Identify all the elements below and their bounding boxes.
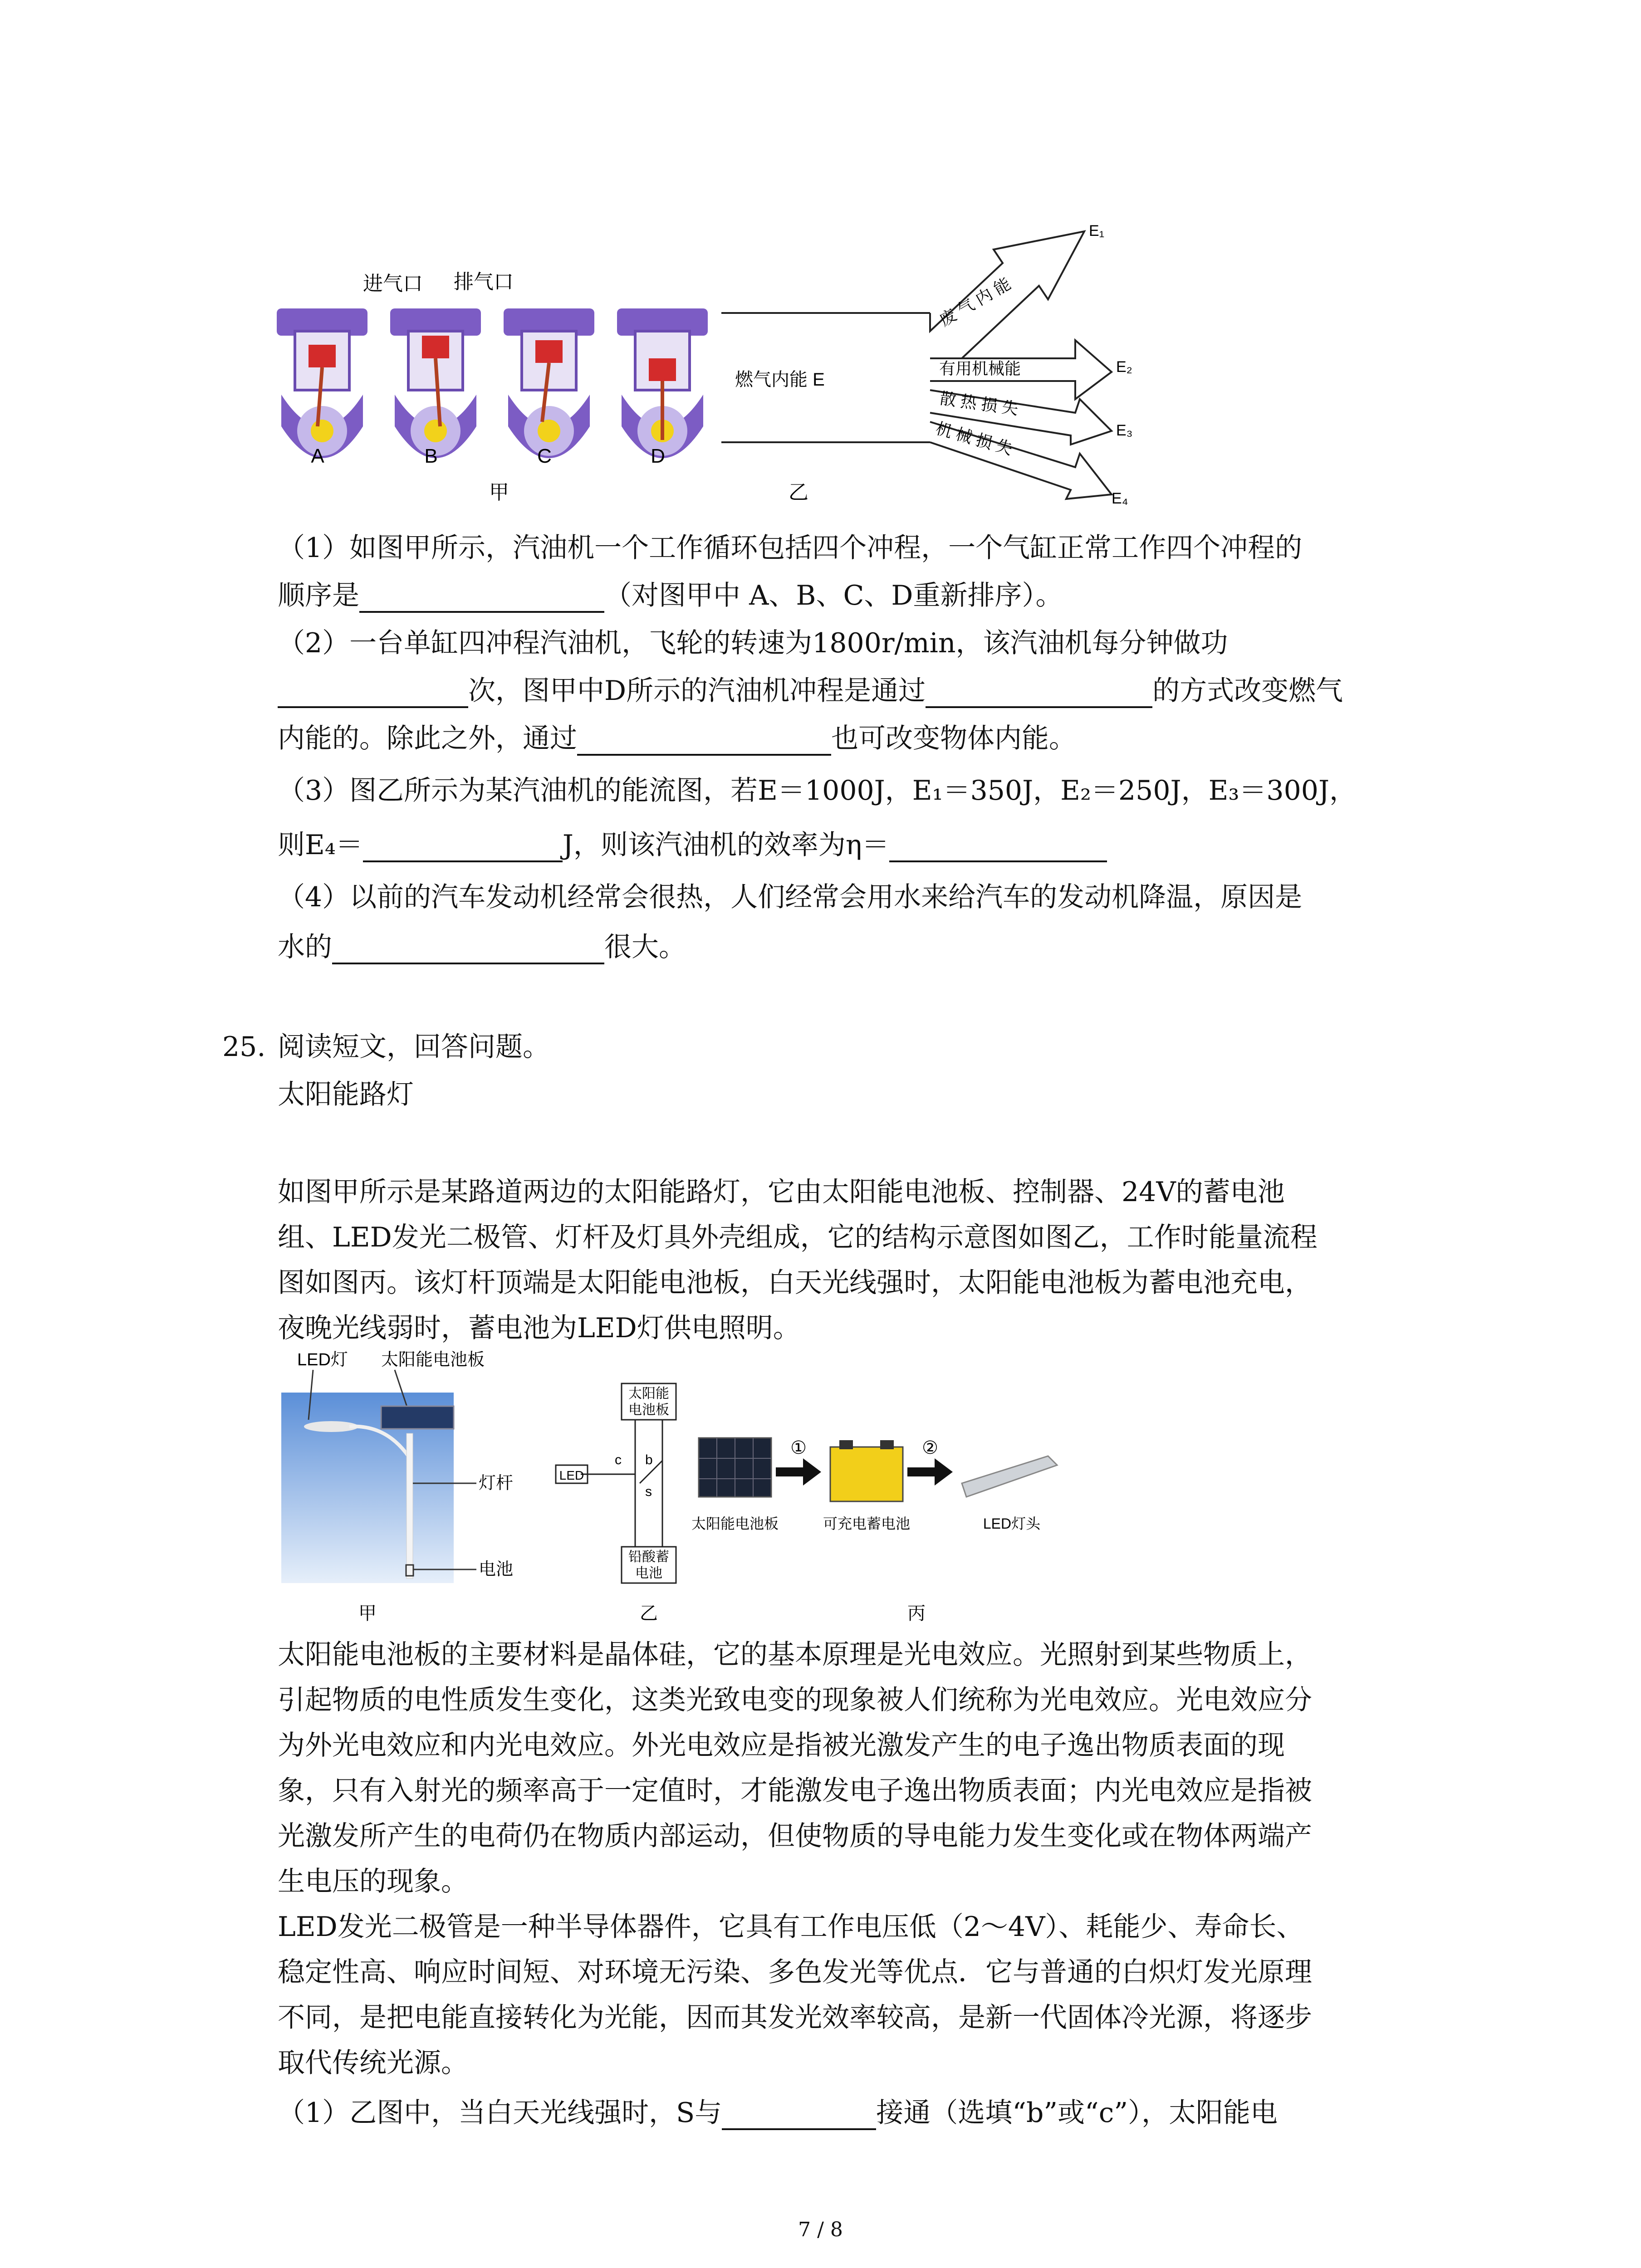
page-number: 7 / 8 [798, 2218, 843, 2241]
fuel-energy-label: 燃气内能 E [735, 370, 825, 390]
svg-text:电池: 电池 [635, 1566, 662, 1581]
q25-intro: 阅读短文，回答问题。 [278, 1031, 550, 1063]
q25-para1-line3: 图如图丙。该灯杆顶端是太阳能电池板，白天光线强时，太阳能电池板为蓄电池充电， [278, 1267, 1312, 1299]
solar-light-figure [277, 1347, 1139, 1628]
svg-text:电池板: 电池板 [628, 1403, 669, 1418]
mech-loss-label: 机 械 损 失 [933, 419, 1015, 459]
q24-p3-line1: （3）图乙所示为某汽油机的能流图，若E＝1000J，E₁＝350J，E₂＝250J，E₃＝300J， [278, 775, 1357, 807]
e3-label: E₃ [1116, 422, 1133, 439]
engine-b [390, 308, 481, 458]
q25-para1-line2: 组、LED发光二极管、灯杆及灯具外壳组成，它的结构示意图如图乙，工作时能量流程 [278, 1222, 1318, 1253]
engine-a [277, 308, 367, 458]
engine-c [504, 308, 594, 458]
engine-label-d: D [651, 445, 665, 467]
q25-para2-line3: 为外光电效应和内光电效应。外光电效应是指被光激发产生的电子逸出物质表面的现 [278, 1730, 1285, 1761]
solar-panel-label: 太阳能电池板 [381, 1350, 485, 1369]
q25-title: 太阳能路灯 [278, 1079, 414, 1110]
answer-blank-1[interactable] [359, 582, 604, 613]
led-lamp-label: LED灯 [297, 1350, 348, 1369]
engine-label-b: B [424, 445, 438, 467]
caption-jia-1: 甲 [489, 481, 509, 503]
e1-label: E₁ [1089, 222, 1105, 240]
flow-battery-label: 可充电蓄电池 [823, 1515, 911, 1532]
q24-p4-line2: 水的 很大。 [278, 925, 686, 964]
engine-label-c: C [537, 445, 552, 467]
caption-yi-1: 乙 [789, 481, 808, 503]
answer-blank-3[interactable] [926, 678, 1152, 708]
step2-label: ② [922, 1438, 938, 1458]
heat-loss-label: 散 热 损 失 [938, 389, 1019, 419]
q24-p1-line1: （1）如图甲所示，汽油机一个工作循环包括四个冲程，一个气缸正常工作四个冲程的 [278, 532, 1303, 564]
switch-c: c [615, 1452, 622, 1467]
circuit-led-label: LED [559, 1468, 584, 1482]
q24-p4-line1: （4）以前的汽车发动机经常会很热，人们经常会用水来给汽车的发动机降温，原因是 [278, 881, 1303, 913]
answer-blank-8[interactable] [722, 2100, 876, 2130]
intake-label: 进气口 [363, 273, 423, 295]
q24-p1-line2: 顺序是 （对图甲中 A、B、C、D重新排序）。 [278, 574, 1063, 613]
e4-label: E₄ [1112, 490, 1128, 507]
useful-work-label: 有用机械能 [939, 359, 1021, 378]
answer-blank-7[interactable] [332, 934, 604, 964]
answer-blank-6[interactable] [889, 832, 1107, 862]
circuit-solar-label: 太阳能 [628, 1386, 669, 1401]
q25-para2-line1: 太阳能电池板的主要材料是晶体硅，它的基本原理是光电效应。光照射到某些物质上， [278, 1639, 1312, 1671]
switch-b: b [645, 1452, 653, 1467]
q24-p2-line1: （2）一台单缸四冲程汽油机，飞轮的转速为1800r/min，该汽油机每分钟做功 [278, 627, 1228, 659]
engine-energy-figure [268, 209, 1175, 526]
waste-heat-label: 废 气 内 能 [936, 274, 1014, 330]
q25-para3-line4: 取代传统光源。 [278, 2047, 468, 2079]
caption-jia-2: 甲 [358, 1603, 377, 1623]
circuit-battery-label: 铅酸蓄 [628, 1549, 669, 1564]
switch-s: s [645, 1484, 652, 1499]
q25-para3-line3: 不同，是把电能直接转化为光能，因而其发光效率较高，是新一代固体冷光源，将逐步 [278, 2002, 1312, 2033]
battery-label: 电池 [479, 1560, 514, 1579]
engine-d [617, 308, 708, 458]
q24-p2-line2: 次，图甲中D所示的汽油机冲程是通过 的方式改变燃气 [278, 669, 1343, 708]
q25-para2-line6: 生电压的现象。 [278, 1866, 468, 1897]
answer-blank-4[interactable] [577, 725, 831, 756]
q25-para2-line5: 光激发所产生的电荷仍在物质内部运动，但使物质的导电能力发生变化或在物体两端产 [278, 1820, 1312, 1852]
answer-blank-5[interactable] [363, 832, 563, 862]
q25-para3-line1: LED发光二极管是一种半导体器件，它具有工作电压低（2～4V）、耗能少、寿命长、 [278, 1911, 1304, 1943]
e2-label: E₂ [1116, 358, 1132, 376]
flow-led-label: LED灯头 [983, 1515, 1041, 1532]
q25-para2-line4: 象，只有入射光的频率高于一定值时，才能激发电子逸出物质表面；内光电效应是指被 [278, 1775, 1312, 1807]
engine-label-a: A [311, 445, 324, 467]
q25-para3-line2: 稳定性高、响应时间短、对环境无污染、多色发光等优点．它与普通的白炽灯发光原理 [278, 1956, 1312, 1988]
exhaust-label: 排气口 [454, 271, 514, 293]
q24-p3-line2: 则E₄＝ J，则该汽油机的效率为η＝ [278, 823, 1107, 862]
q25-para2-line2: 引起物质的电性质发生变化，这类光致电变的现象被人们统称为光电效应。光电效应分 [278, 1684, 1312, 1716]
caption-yi-2: 乙 [640, 1603, 658, 1623]
step1-label: ① [790, 1438, 807, 1458]
q24-p2-line3: 内能的。除此之外，通过 也可改变物体内能。 [278, 717, 1076, 756]
q25-para1-line1: 如图甲所示是某路道两边的太阳能路灯，它由太阳能电池板、控制器、24V的蓄电池 [278, 1176, 1285, 1208]
pole-label: 灯杆 [479, 1474, 514, 1493]
caption-bing: 丙 [907, 1603, 926, 1623]
q25-number: 25. [222, 1031, 266, 1063]
q25-para1-line4: 夜晚光线弱时，蓄电池为LED灯供电照明。 [278, 1312, 800, 1344]
flow-panel-label: 太阳能电池板 [691, 1515, 779, 1532]
q25-q1-line: （1）乙图中，当白天光线强时，S与 接通（选填“b”或“c”），太阳能电 [278, 2091, 1278, 2130]
answer-blank-2[interactable] [278, 678, 468, 708]
